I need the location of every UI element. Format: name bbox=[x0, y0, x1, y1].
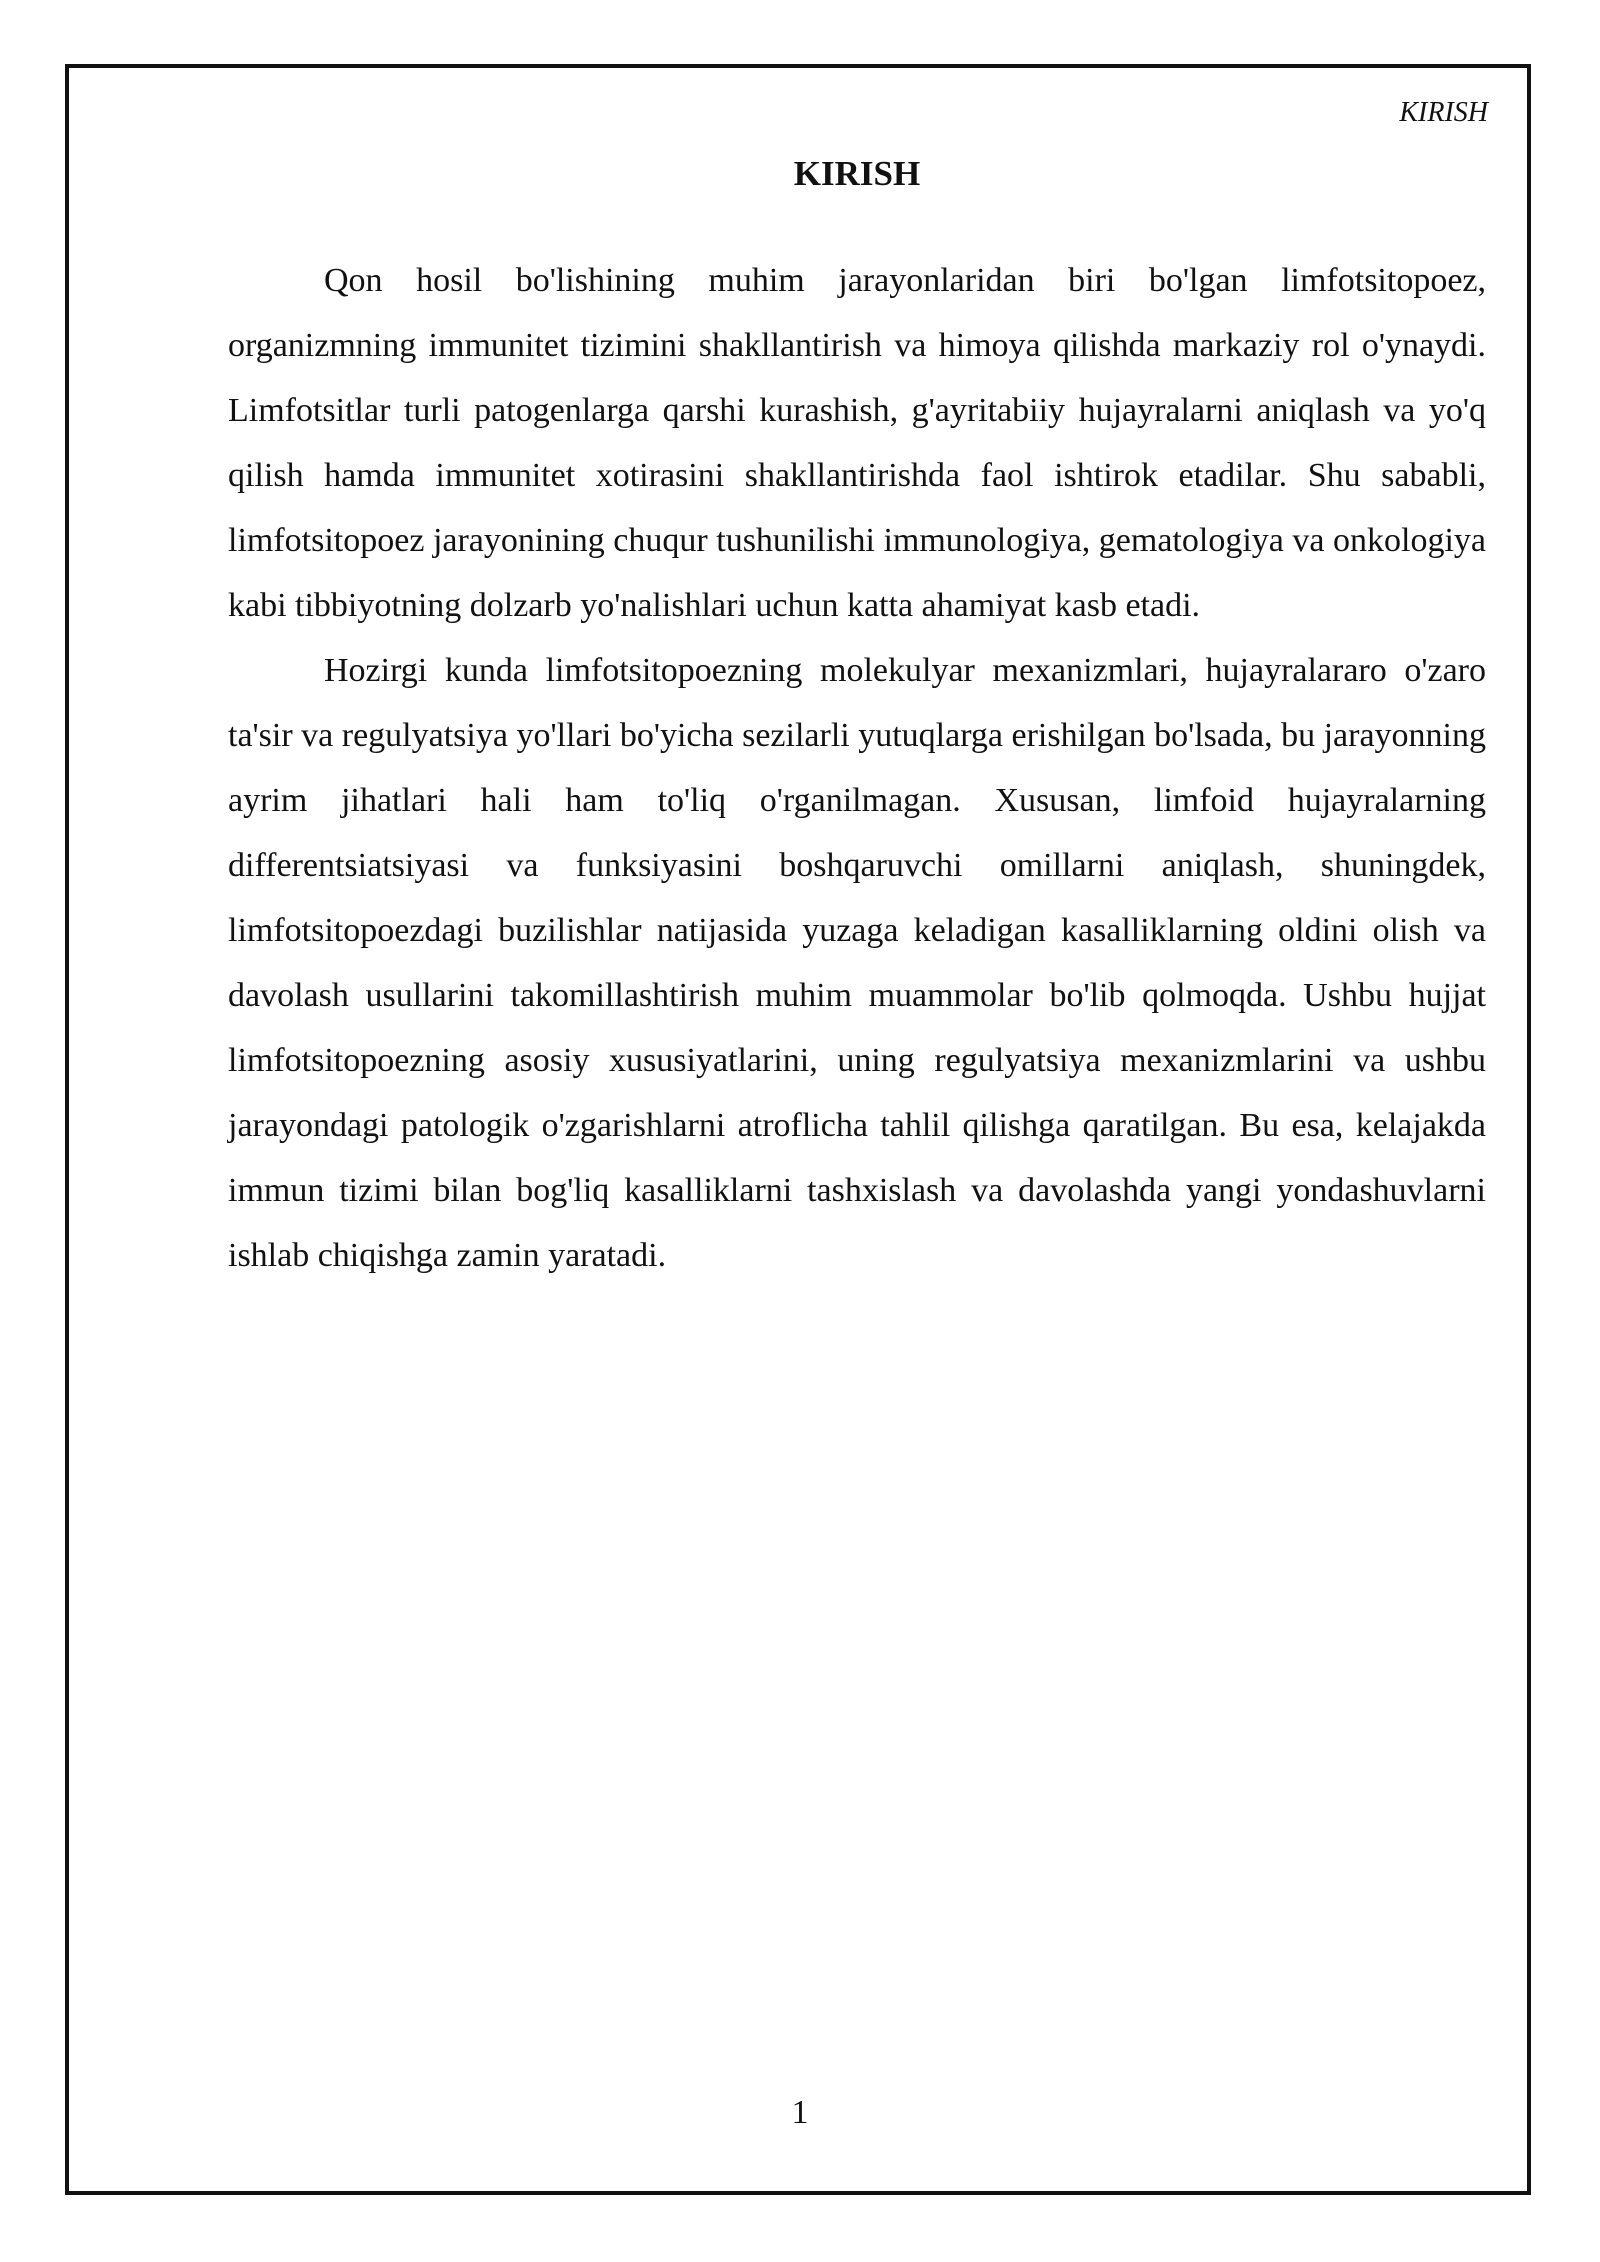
page-number: 1 bbox=[791, 2094, 809, 2131]
paragraph-1: Qon hosil bo'lishining muhim jarayonlaridan biri bo'lgan limfotsitopoez, organizmning immunitet tizimini shakllantirish va himoya qilishda markaziy rol o'ynaydi. Limfotsitlar turli patogenlarga qarshi kurashish, g'ayritabiiy hujayralarni aniqlash va yo'q qilish hamda immunitet xotirasini shakllantirishda faol ishtirok etadilar. Shu sababli, limfotsitopoez jarayonining chuqur tushunilishi immunologiya, gematologiya va onkologiya kabi tibbiyotning dolzarb yo'nalishlari uchun katta ahamiyat kasb etadi. bbox=[228, 262, 1486, 624]
page-title: KIRISH bbox=[793, 154, 921, 193]
paragraph-2: Hozirgi kunda limfotsitopoezning molekulyar mexanizmlari, hujayralararo o'zaro ta'sir va regulyatsiya yo'llari bo'yicha sezilarli yutuqlarga erishilgan bo'lsada, bu jarayonning ayrim jihatlari hali ham to'liq o'rganilmagan. Xususan, limfoid hujayralarning differentsiatsiyasi va funksiyasini boshqaruvchi omillarni aniqlash, shuningdek, limfotsitopoezdagi buzilishlar natijasida yuzaga keladigan kasalliklarning oldini olish va davolash usullarini takomillashtirish muhim muammolar bo'lib qolmoqda. Ushbu hujjat limfotsitopoezning asosiy xususiyatlarini, uning regulyatsiya mexanizmlarini va ushbu jarayondagi patologik o'zgarishlarni atroflicha tahlil qilishga qaratilgan. Bu esa, kelajakda immun tizimi bilan bog'liq kasalliklarni tashxislash va davolashda yangi yondashuvlarni ishlab chiqishga zamin yaratadi. bbox=[228, 652, 1486, 1274]
body-text bbox=[228, 248, 1486, 1288]
running-header: KIRISH bbox=[1399, 97, 1488, 128]
